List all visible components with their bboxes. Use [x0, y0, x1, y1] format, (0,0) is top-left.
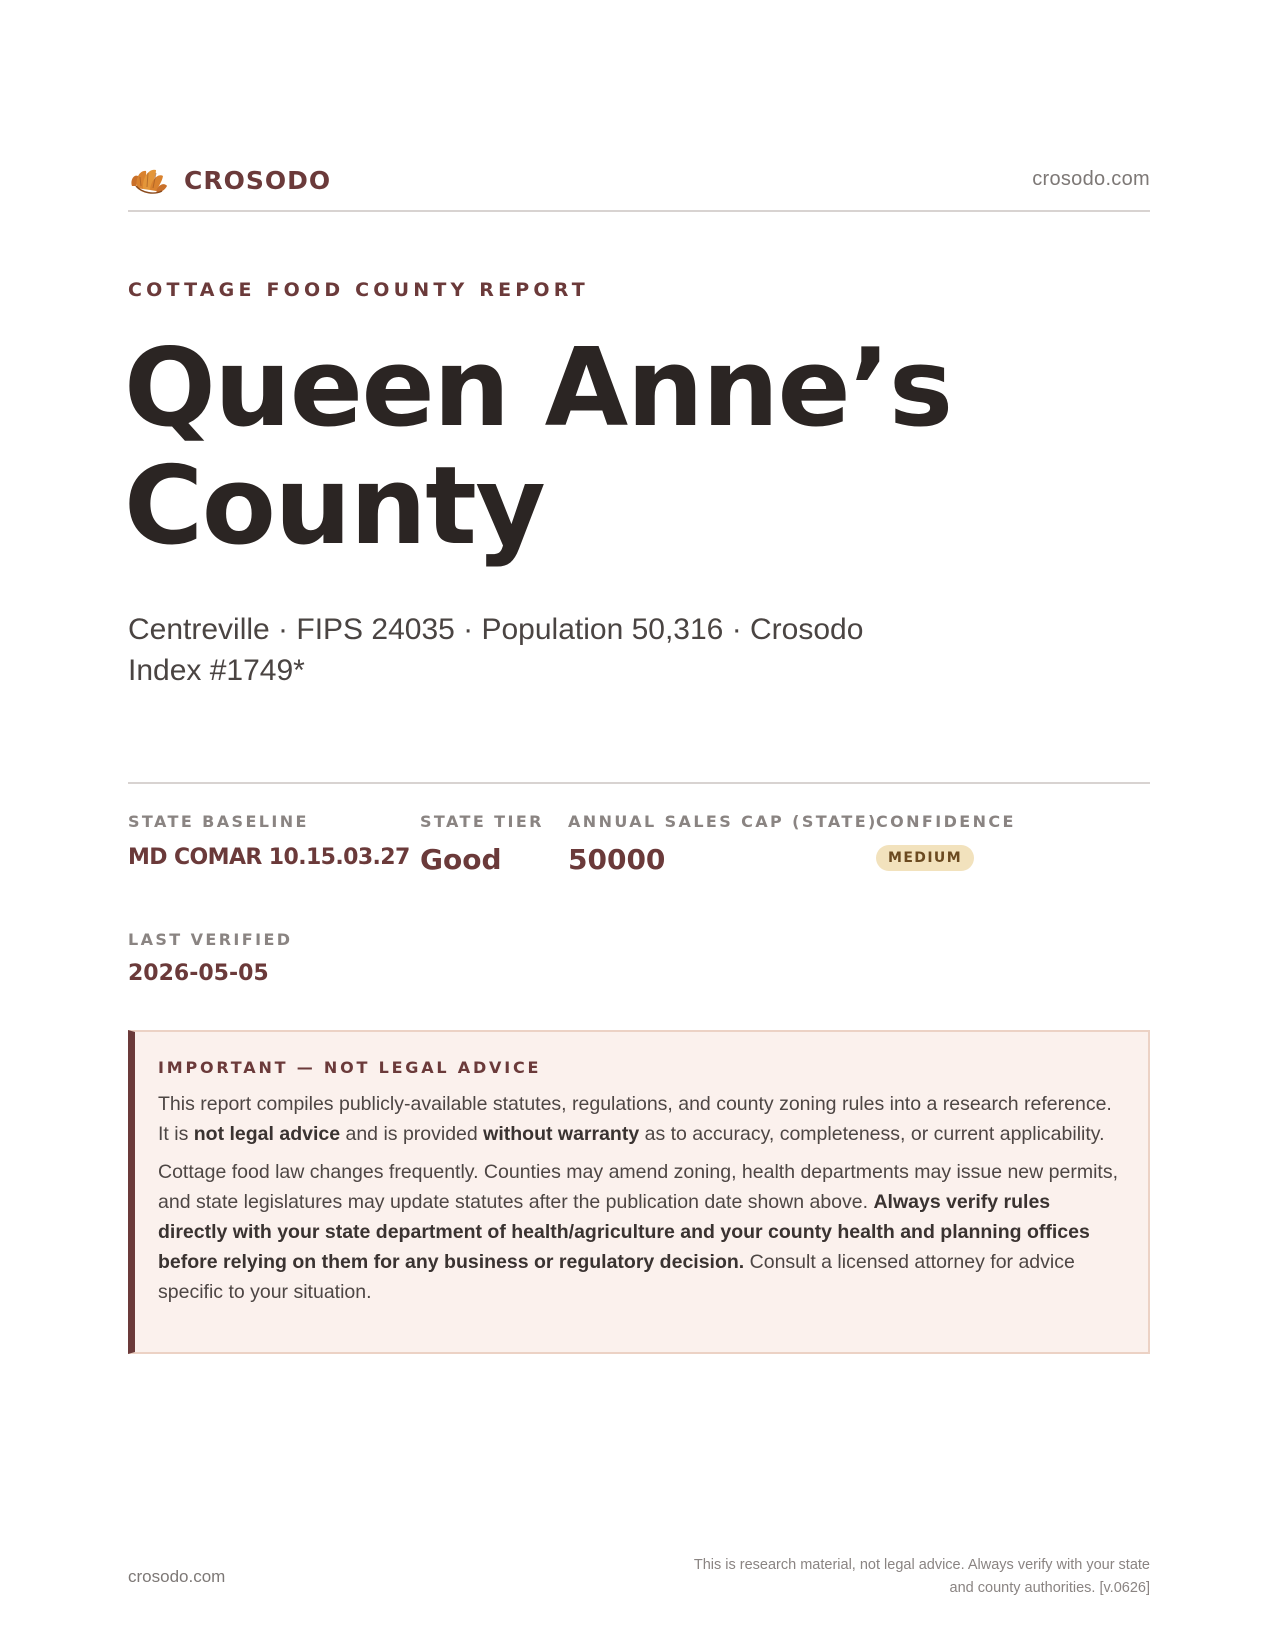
footer-disclaimer-line-2: and county authorities. [v.0626] [949, 1580, 1150, 1596]
page-title [124, 326, 1024, 569]
county-subtitle: Centreville · FIPS 24035 · Population 50,316 · Crosodo Index #1749* [128, 613, 864, 687]
stat-value: 2026-05-05 [128, 961, 269, 986]
emphasis: not legal advice [193, 1123, 341, 1145]
site-url[interactable]: crosodo.com [1032, 168, 1150, 190]
stat-value: Good [420, 843, 502, 876]
text-run: Cottage food law changes frequently. Counties may amend zoning, health departments may issue new permits, and state legislatures may update statutes after the publication date shown above. [158, 1161, 1118, 1213]
text-run: and is provided [340, 1123, 484, 1145]
stat-label: LAST VERIFIED [128, 930, 293, 949]
section-divider [128, 782, 1150, 784]
report-page [124, 0, 1150, 1650]
stat-state-baseline [128, 812, 410, 870]
stat-label: ANNUAL SALES CAP (STATE) [568, 812, 878, 831]
title-line-2: County [124, 444, 545, 569]
header-divider [128, 210, 1150, 212]
disclaimer-paragraph-2 [158, 1157, 1124, 1307]
brand-name: CROSODO [184, 165, 332, 195]
stat-value: MD COMAR 10.15.03.27 [128, 845, 410, 870]
footer-disclaimer-line-1: This is research material, not legal advice. Always verify with your state [693, 1557, 1150, 1573]
emphasis: without warranty [483, 1123, 640, 1145]
stat-label: CONFIDENCE [876, 812, 1016, 831]
stat-label: STATE TIER [420, 812, 544, 831]
emphasis: Always verify rules directly with your state department of health/agriculture and your county health and planning offices before relying on them for any business or regulatory decision. [158, 1191, 1090, 1273]
title-line-1: Queen Anne’s [124, 326, 952, 451]
text-run: Consult a licensed attorney for advice specific to your situation. [158, 1251, 1075, 1303]
text-run: This report compiles publicly-available statutes, regulations, and county zoning rules into a research reference. It is [158, 1093, 1112, 1145]
text-run: as to accuracy, completeness, or current applicability. [639, 1123, 1105, 1145]
report-eyebrow: COTTAGE FOOD COUNTY REPORT [128, 279, 589, 301]
stat-state-tier [420, 812, 544, 876]
footer-site-url[interactable]: crosodo.com [128, 1567, 226, 1586]
confidence-badge: MEDIUM [876, 845, 974, 871]
legal-disclaimer-box [128, 1030, 1150, 1354]
croissant-icon [128, 160, 170, 200]
stat-confidence [876, 812, 1016, 871]
disclaimer-paragraph-1 [158, 1089, 1124, 1149]
disclaimer-heading: IMPORTANT — NOT LEGAL ADVICE [158, 1058, 542, 1077]
stat-label: STATE BASELINE [128, 812, 309, 831]
footer-disclaimer [630, 1554, 1150, 1600]
stat-sales-cap [568, 812, 878, 876]
stat-value: 50000 [568, 843, 666, 876]
page-header [128, 158, 1150, 212]
stat-last-verified [128, 930, 292, 986]
brand[interactable] [128, 160, 331, 200]
